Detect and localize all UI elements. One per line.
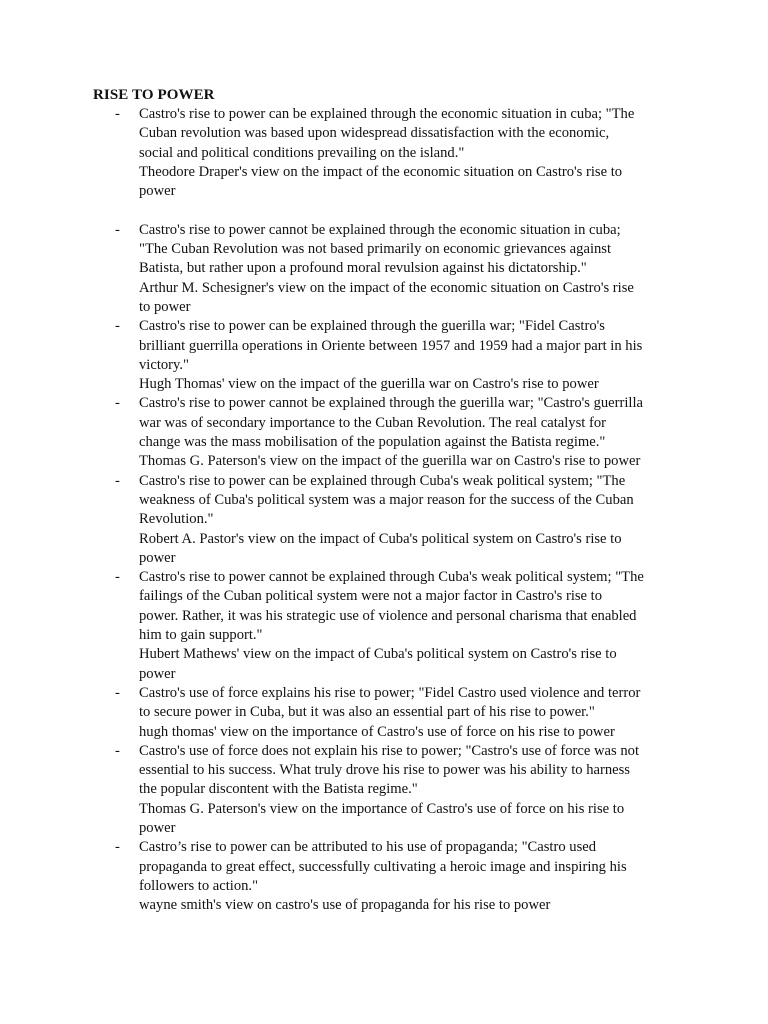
- bullet-dash: -: [115, 839, 120, 856]
- list-item: [93, 742, 693, 838]
- item-text-line: power: [139, 549, 176, 566]
- argument-list: [93, 105, 693, 915]
- list-item: [93, 568, 693, 684]
- item-text-line: power: [139, 665, 176, 682]
- item-text-line: Castro's rise to power can be explained through Cuba's weak political system; "The: [139, 472, 626, 489]
- item-text-line: to power: [139, 298, 191, 315]
- item-text-line: Hugh Thomas' view on the impact of the guerilla war on Castro's rise to power: [139, 376, 599, 393]
- item-text-line: war was of secondary importance to the Cuban Revolution. The real catalyst for: [139, 414, 606, 431]
- list-item: [93, 394, 693, 471]
- item-text-line: power: [139, 819, 176, 836]
- list-item: [93, 105, 693, 201]
- item-text-line: weakness of Cuba's political system was a major reason for the success of the Cuban: [139, 491, 634, 508]
- bullet-dash: -: [115, 684, 120, 701]
- item-text-line: power. Rather, it was his strategic use of violence and personal charisma that enabled: [139, 607, 637, 624]
- item-text-line: Castro's use of force does not explain his rise to power; "Castro's use of force was not: [139, 742, 639, 759]
- list-item: [93, 838, 693, 915]
- item-text-line: Theodore Draper's view on the impact of the economic situation on Castro's rise to: [139, 163, 623, 180]
- item-text-line: the popular discontent with the Batista regime.": [139, 781, 418, 798]
- item-text-line: change was the mass mobilisation of the population against the Batista regime.": [139, 434, 606, 451]
- bullet-dash: -: [115, 742, 120, 759]
- bullet-dash: -: [115, 472, 120, 489]
- item-text-line: Thomas G. Paterson's view on the impact of the guerilla war on Castro's rise to power: [139, 453, 641, 470]
- item-text-line: Castro's rise to power can be explained through the guerilla war; "Fidel Castro's: [139, 318, 605, 335]
- item-text-line: him to gain support.": [139, 627, 263, 644]
- list-item: [93, 317, 693, 394]
- item-text-line: hugh thomas' view on the importance of Castro's use of force on his rise to power: [139, 723, 615, 740]
- bullet-dash: -: [115, 395, 120, 412]
- bullet-dash: -: [115, 106, 120, 122]
- item-text-line: propaganda to great effect, successfully cultivating a heroic image and inspiring his: [139, 858, 627, 875]
- item-text-line: Castro's rise to power cannot be explained through the guerilla war; "Castro's guerrilla: [139, 395, 644, 412]
- item-text-line: "The Cuban Revolution was not based primarily on economic grievances against: [139, 241, 612, 258]
- item-text-line: failings of the Cuban political system were not a major factor in Castro's rise to: [139, 588, 603, 605]
- item-text-line: Castro's rise to power cannot be explained through Cuba's weak political system; "The: [139, 569, 644, 586]
- item-text-line: social and political conditions prevailing on the island.": [139, 144, 465, 161]
- item-text-line: Castro's rise to power cannot be explained through the economic situation in cuba;: [139, 221, 621, 238]
- item-text-line: Batista, but rather upon a profound moral revulsion against his dictatorship.": [139, 260, 587, 277]
- item-text-line: Castro's rise to power can be explained through the economic situation in cuba; "The: [139, 106, 635, 122]
- item-text-line: Arthur M. Schesigner's view on the impact of the economic situation on Castro's rise: [139, 279, 634, 296]
- bullet-dash: -: [115, 221, 120, 238]
- item-text-line: Castro's use of force explains his rise to power; "Fidel Castro used violence and terror: [139, 684, 641, 701]
- item-text-line: to secure power in Cuba, but it was also an essential part of his rise to power.": [139, 704, 595, 721]
- item-text-line: Cuban revolution was based upon widespread dissatisfaction with the economic,: [139, 125, 610, 142]
- item-text-line: wayne smith's view on castro's use of propaganda for his rise to power: [139, 897, 551, 914]
- item-text-line: Hubert Mathews' view on the impact of Cuba's political system on Castro's rise to: [139, 646, 617, 663]
- bullet-dash: -: [115, 569, 120, 586]
- item-text-line: Castro’s rise to power can be attributed to his use of propaganda; "Castro used: [139, 839, 597, 856]
- item-text-line: brilliant guerrilla operations in Oriente between 1957 and 1959 had a major part in his: [139, 337, 643, 354]
- section-heading: RISE TO POWER: [93, 87, 215, 103]
- item-text-line: power: [139, 183, 176, 200]
- item-text-line: victory.": [139, 356, 189, 373]
- item-text-line: essential to his success. What truly drove his rise to power was his ability to harness: [139, 762, 630, 779]
- bullet-dash: -: [115, 318, 120, 335]
- list-item: [93, 472, 693, 568]
- item-text-line: Thomas G. Paterson's view on the importance of Castro's use of force on his rise to: [139, 800, 625, 817]
- item-text-line: followers to action.": [139, 877, 259, 894]
- list-item: [93, 221, 693, 317]
- item-text-line: Revolution.": [139, 511, 214, 528]
- list-item: [93, 684, 693, 742]
- item-text-line: Robert A. Pastor's view on the impact of Cuba's political system on Castro's rise to: [139, 530, 622, 547]
